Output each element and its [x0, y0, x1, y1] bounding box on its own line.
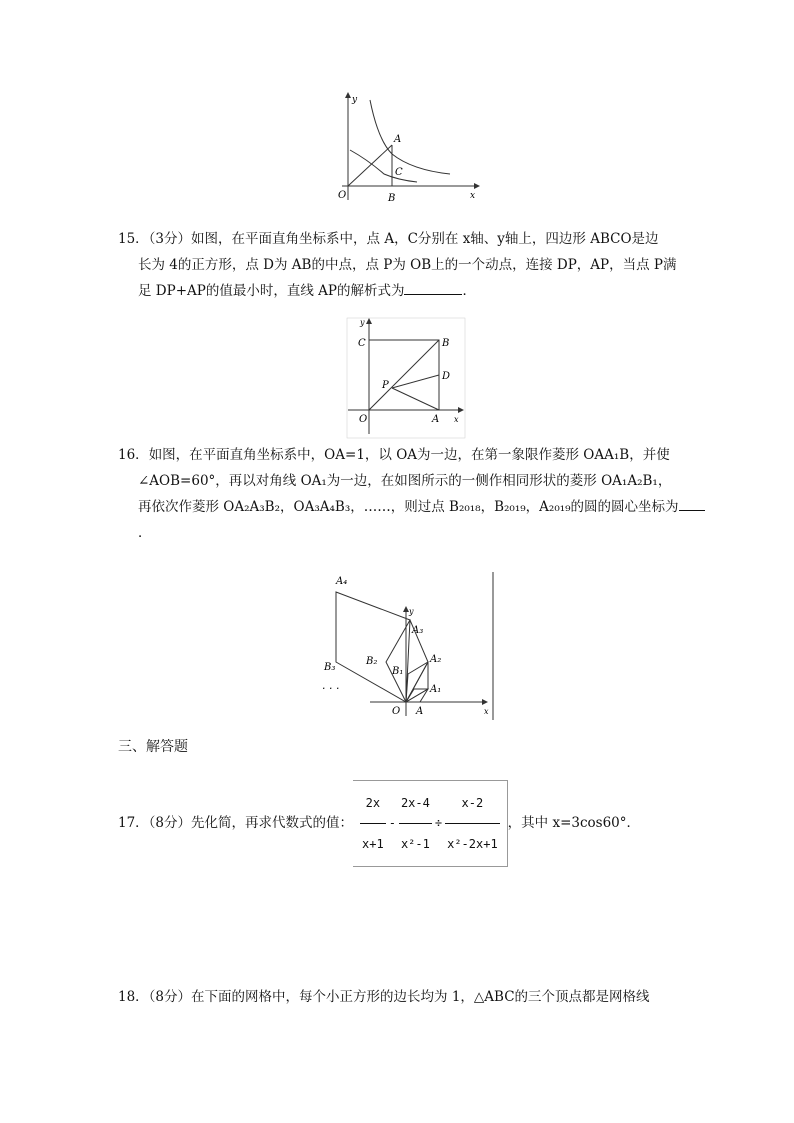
question-16: [118, 442, 678, 546]
q17-line-1: 17．（8分）先化简，再求代数式的值： $\frac{2x}{x+1}$ - $\frac{2x-4}{\text{x²-1}}$ ÷ $\frac{x-2}{\text{x²-2x+1}}$ ，其中 x=3cos60°．: [118, 780, 678, 867]
q15-line-2: 长为 4的正方形，点 D为 AB的中点，点 P为 OB上的一个动点，连接 DP，AP，当点 P满: [138, 257, 677, 273]
rhombus-4: [336, 592, 410, 702]
q18-line-1: 18．（8分）在下面的网格中，每个小正方形的边长均为 1，△ABC的三个顶点都是网格线: [118, 989, 650, 1005]
question-18: [118, 984, 678, 1010]
q16-line-3: 再依次作菱形 OA₂A₃B₂，OA₃A₄B₃，……，则过点 B₂₀₁₈，B₂₀₁₉，A₂₀₁₉的圆的圆心坐标为: [118, 494, 678, 520]
q16-line-4: ．: [138, 525, 152, 541]
label-x: x: [454, 415, 459, 424]
label-x: x: [484, 707, 489, 716]
x-axis-arrow: [474, 183, 480, 189]
figure-rhombus-sequence: [316, 570, 500, 722]
label-b: B: [388, 193, 396, 204]
label-a: A: [416, 706, 424, 717]
label-b1: B₁: [392, 666, 404, 677]
q15-line-1: 15．（3分）如图，在平面直角坐标系中，点 A，C分别在 x轴、y轴上，四边形 ABCO是边: [118, 231, 659, 247]
fraction-2: $\frac{2x-4}{\text{x²-1}}$: [399, 783, 432, 864]
label-c: C: [358, 338, 366, 349]
q16-line-2: ∠AOB=60°，再以对角线 OA₁为一边，在如图所示的一侧作相同形状的菱形 OA₁A₂B₁，: [138, 473, 672, 489]
label-b3: B₃: [324, 662, 336, 673]
y-axis-arrow: [345, 92, 351, 98]
hyperbola-inner: [350, 150, 417, 182]
label-y: y: [352, 95, 358, 105]
label-d: D: [442, 371, 451, 382]
label-y: y: [360, 318, 365, 327]
hyperbola-outer: [370, 100, 450, 174]
q15-line-3: 足 DP+AP的值最小时，直线 AP的解析式为 ．: [118, 278, 678, 304]
label-p: P: [382, 380, 389, 391]
label-a2: A₂: [430, 654, 442, 665]
question-15: [118, 226, 678, 304]
label-a4: A₄: [336, 576, 348, 587]
figure-hyperbola: [332, 90, 482, 210]
label-y: y: [409, 607, 414, 616]
fraction-3: $\frac{x-2}{\text{x²-2x+1}}$: [445, 783, 500, 864]
label-o: O: [338, 190, 347, 201]
x-axis-arrow: [482, 699, 488, 705]
answer-blank[interactable]: [404, 280, 462, 295]
label-a: A: [432, 414, 440, 425]
label-a3: A₃: [412, 625, 424, 636]
q17-formula: $\frac{2x}{x+1}$ - $\frac{2x-4}{\text{x²-1}}$ ÷ $\frac{x-2}{\text{x²-2x+1}}$: [353, 780, 508, 867]
label-o: O: [392, 706, 401, 717]
label-x: x: [470, 191, 476, 201]
answer-blank[interactable]: [679, 496, 705, 511]
label-b2: B₂: [366, 656, 378, 667]
label-dots: · · ·: [322, 682, 340, 695]
figure-square: [344, 316, 468, 440]
segment-oa: [348, 145, 392, 186]
label-c: C: [395, 167, 403, 178]
label-b: B: [442, 338, 450, 349]
label-o: O: [359, 414, 368, 425]
question-17: [118, 780, 678, 867]
label-a1: A₁: [430, 684, 442, 695]
section-three-title: 三、解答题: [118, 739, 188, 755]
fraction-1: $\frac{2x}{x+1}$: [360, 783, 386, 864]
q16-line-1: 16．如图，在平面直角坐标系中，OA=1，以 OA为一边，在第一象限作菱形 OAA₁B，并使: [118, 447, 670, 463]
label-a: A: [394, 134, 402, 145]
